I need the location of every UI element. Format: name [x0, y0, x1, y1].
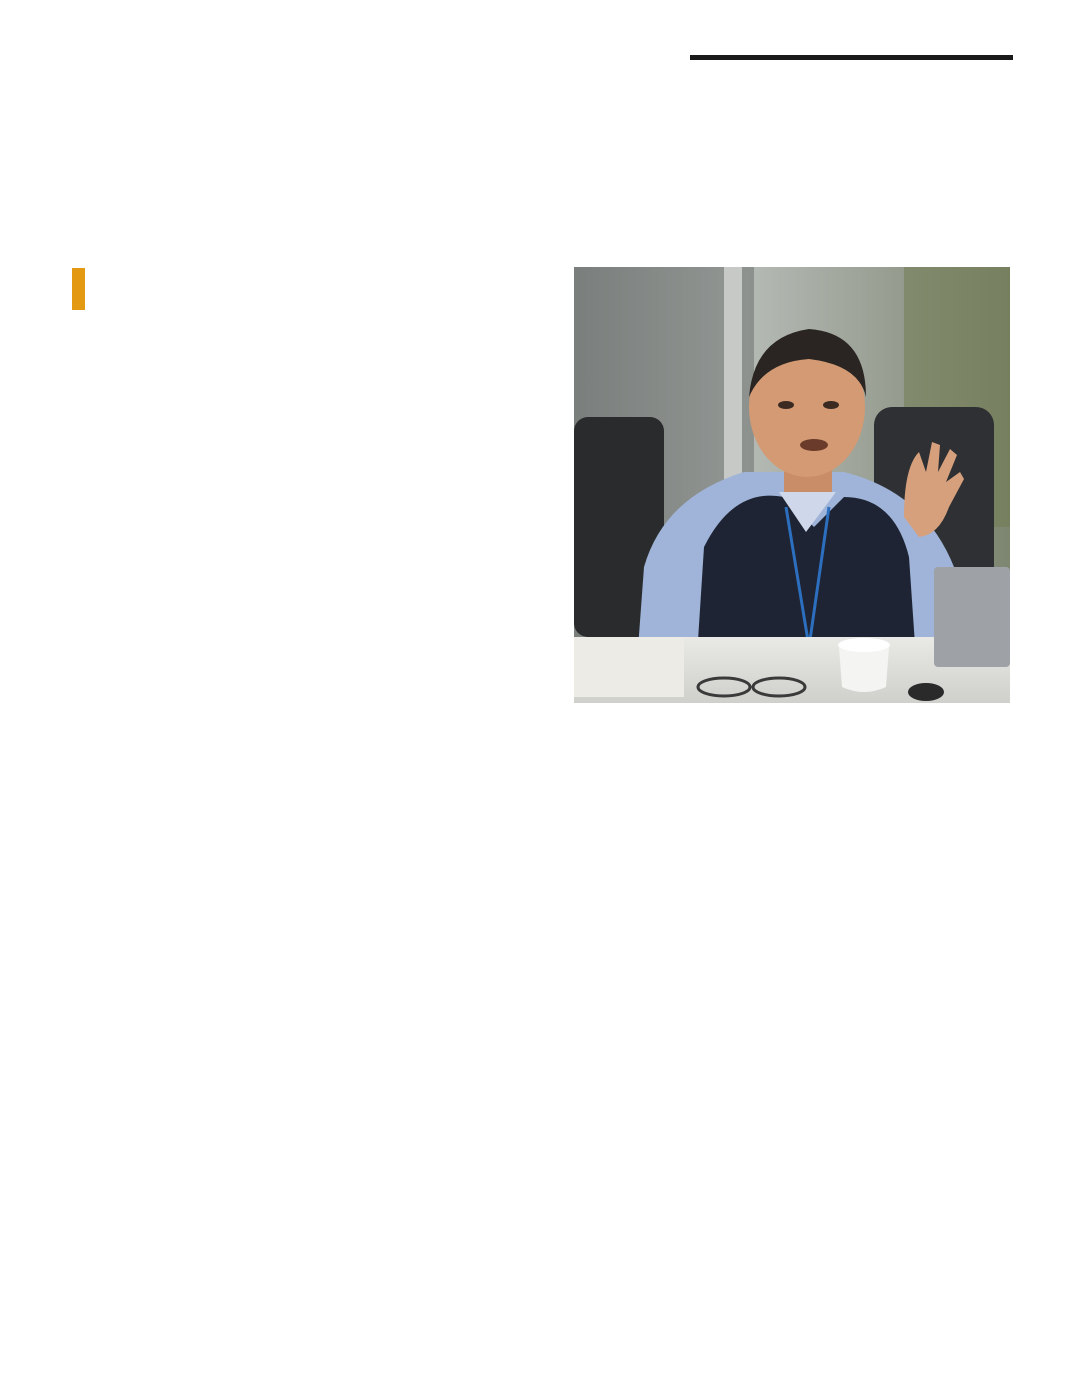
- accent-bar: [72, 268, 85, 310]
- speaker-photo: [574, 267, 1010, 703]
- header-rule: [690, 55, 1013, 60]
